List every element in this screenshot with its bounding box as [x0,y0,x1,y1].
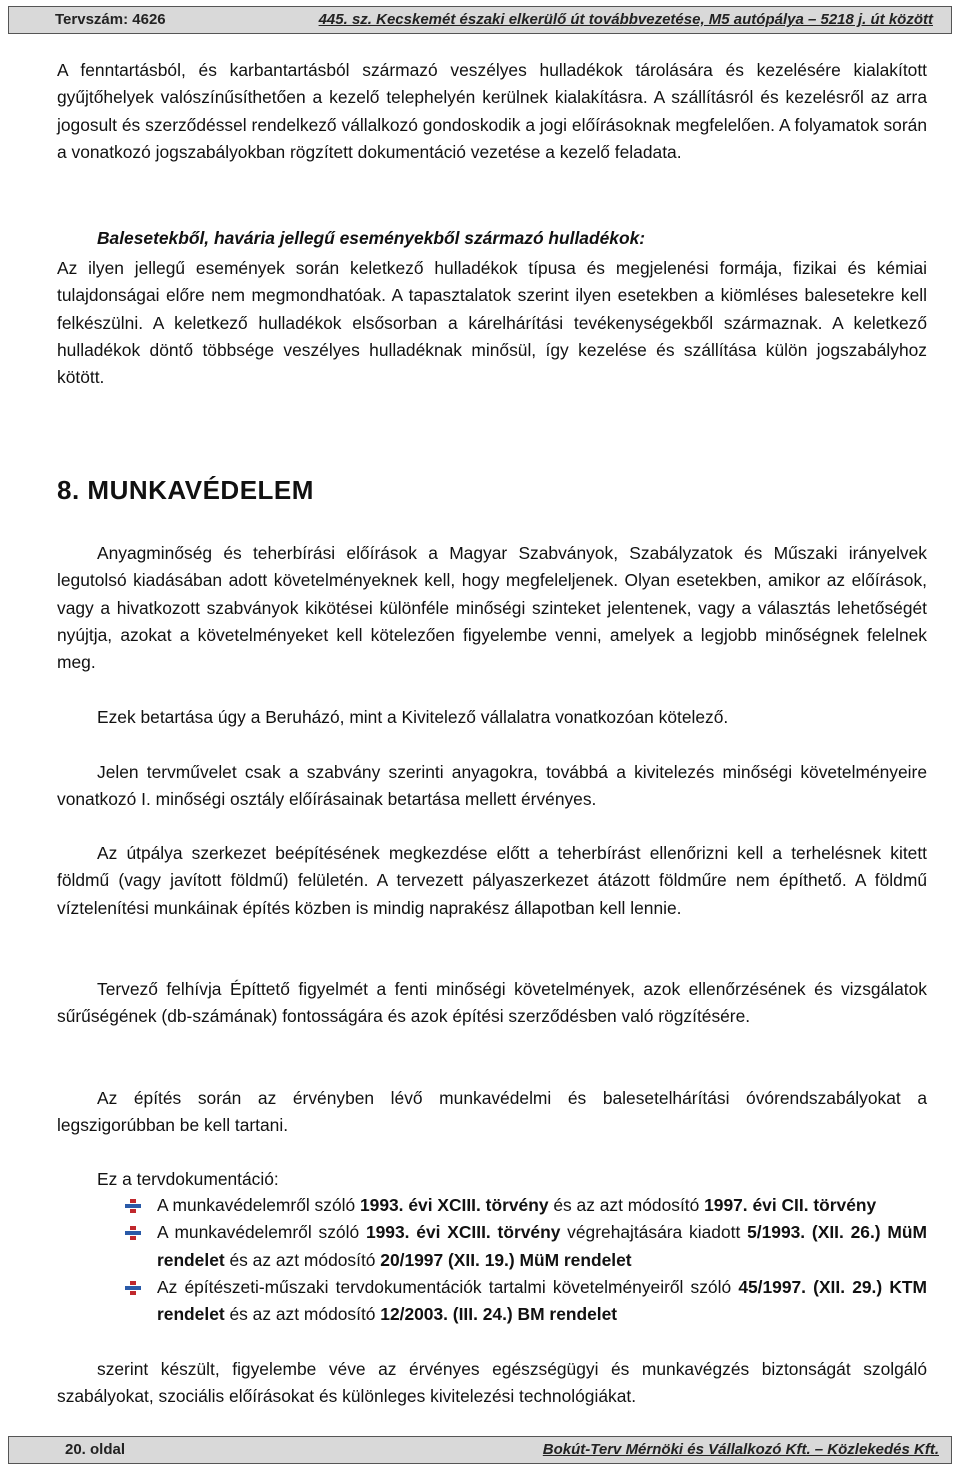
chapter-title: 8. MUNKAVÉDELEM [57,475,314,505]
plan-number: Tervszám: 4626 [55,11,166,28]
company-name: Bokút-Terv Mérnöki és Vállalkozó Kft. – Közlekedés Kft. [542,1441,939,1458]
paragraph-maintenance-waste: A fenntartásból, és karbantartásból származó veszélyes hulladékok tárolására és kezelésére kialakított gyűjtőhelyek valószínűsíthetően a kezelő telephelyén kerülnek kialakításra. A szállításról és kezelésről az arra jogosult és szerződéssel rendelkező vállalkozó gondoskodik a jogi előírásoknak megfelelően. A folyamatok során a vonatkozó jogszabályokban rögzített dokumentáció vezetése a kezelő feladata. [57,60,927,162]
paragraph-closing: szerint készült, figyelembe véve az érvényes egészségügyi és munkavégzés biztonságát szolgáló szabályokat, szociális előírásokat és különleges kivitelezési technológiákat. [57,1359,927,1407]
paragraph-material-quality: Anyagminőség és teherbírási előírások a Magyar Szabványok, Szabályzatok és Műszaki irányelvek legutolsó kiadásában adott követelményeknek kell, hogy megfeleljenek. Olyan esetekben, amikor az előírások, vagy a hivatkozott szabványok kikötései különféle minőségi szinteket jelentenek, vagy a választás lehetőségét nyújtja, azokat a követelményeket kell kötelezően figyelembe venni, amelyek a legjobb minőségnek felelnek meg. [57,543,927,673]
bullet-icon [125,1199,141,1213]
page-footer [8,1436,952,1464]
paragraph-list-intro: Ez a tervdokumentáció: [97,1169,279,1189]
paragraph-accident-waste: Az ilyen jellegű események során keletkező hulladékok típusa és megjelenési formája, fizikai és kémiai tulajdonságai előre nem megmondhatóak. A tapasztalatok szerint ilyen esetekben a kiömléses balesetekre kell felkészülni. A keletkező hulladékok elsősorban a kárelhárítási tevékenységekből származnak. A keletkező hulladékok döntő többsége veszélyes hulladéknak minősül, így kezelése és szállítása külön jogszabályhoz kötött. [57,258,927,388]
paragraph-pavement: Az útpálya szerkezet beépítésének megkezdése előtt a teherbírást ellenőrizni kell a terhelésnek kitett földmű (vagy javított földmű) felületén. A tervezett pályaszerkezet átázott földműre nem építhető. A földmű víztelenítési munkáinak építés közben is mindig naprakész állapotban kell lennie. [57,843,927,918]
subheading-accident-waste: Balesetekből, havária jellegű eseményekből származó hulladékok: [97,228,646,248]
page-header [8,6,952,34]
bullet-icon [125,1281,141,1295]
bullet-icon [125,1226,141,1240]
project-title: 445. sz. Kecskemét északi elkerülő út továbbvezetése, M5 autópálya – 5218 j. út között [318,11,933,28]
paragraph-validity: Jelen tervművelet csak a szabvány szerinti anyagokra, továbbá a kivitelezés minőségi követelményeire vonatkozó I. minőségi osztály előírásainak betartása mellett érvényes. [57,762,927,810]
paragraph-compliance: Ezek betartása úgy a Beruházó, mint a Kivitelező vállalatra vonatkozóan kötelező. [97,707,729,727]
list-item: Az építészeti-műszaki tervdokumentációk tartalmi követelményeiről szóló 45/1997. (XII. 29.) KTM rendelet és az azt módosító 12/2003. (III. 24.) BM rendelet [125,1274,927,1329]
paragraph-safety-rules: Az építés során az érvényben lévő munkavédelmi és balesetelhárítási óvórendszabályokat a legszigorúbban be kell tartani. [57,1088,927,1136]
paragraph-designer-note: Tervező felhívja Építtető figyelmét a fenti minőségi követelmények, azok ellenőrzésének és vizsgálatok sűrűségének (db-számának) fontosságára és azok építési szerződésben való rögzítésére. [57,979,927,1027]
page-number: 20. oldal [65,1441,126,1458]
list-item: A munkavédelemről szóló 1993. évi XCIII. törvény végrehajtására kiadott 5/1993. (XII. 26.) MüM rendelet és az azt módosító 20/1997 (XII. 19.) MüM rendelet [125,1219,927,1274]
regulation-list [125,1192,927,1328]
list-item: A munkavédelemről szóló 1993. évi XCIII. törvény és az azt módosító 1997. évi CII. törvény [125,1192,927,1219]
